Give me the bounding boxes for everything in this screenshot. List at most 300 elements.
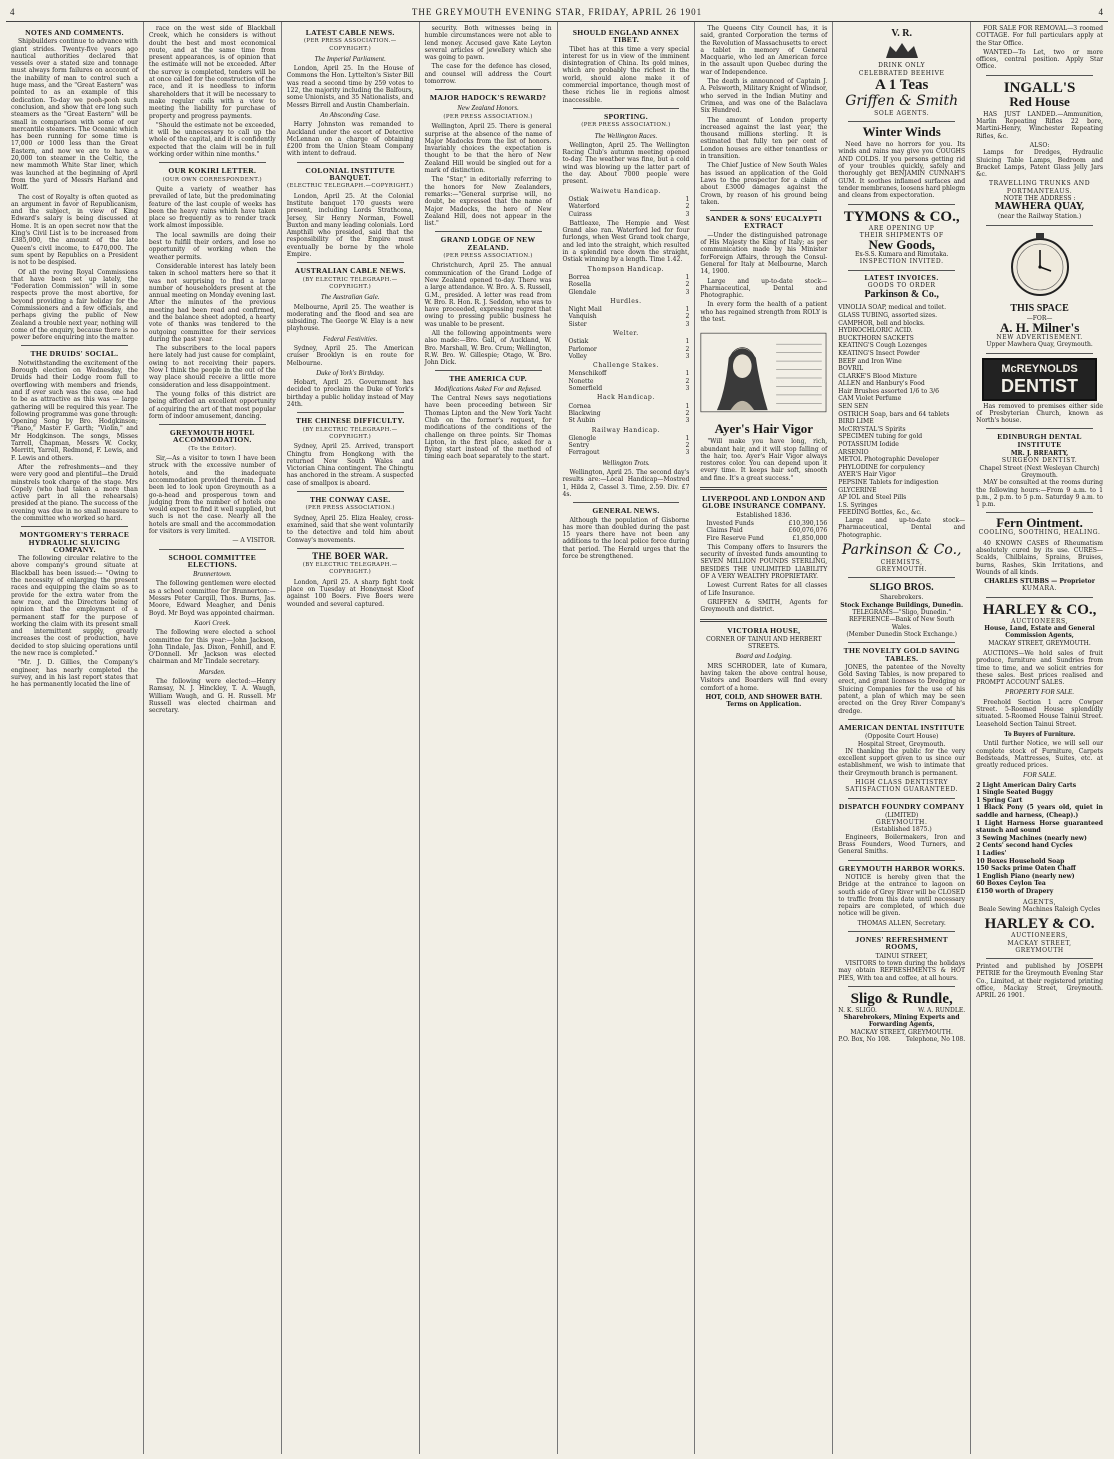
race-results (569, 338, 690, 360)
article-paragraph: The following circular relative to the above company's ground situate at Blackball has been issued:— "Owing to the necessity of enlarging the present races and equipping the claim so as to provide for the extra water from the new race, and the Directors being of opinion that the employment of a permanent staff for the purpose of working the claim with its present small and intermittent supply, greatly increases the cost of production, have decided to stop sluicing operations until the new race is completed." (11, 555, 138, 658)
advert-line: CHEMISTS, (880, 558, 923, 566)
source-line: (To the Editor). (188, 445, 237, 452)
stock-list-item: AYER'S Hair Vigor (838, 471, 896, 479)
divider (848, 986, 955, 987)
for-sale-item: 1 Black Pony (5 years old, quiet in saddle and harness, (Cheap).) (976, 804, 1103, 820)
stock-list-item: SPECIMEN tubing for gold (838, 433, 923, 441)
advert-line: Beale Sewing Machines Raleigh Cycles (978, 905, 1101, 913)
winter-winds-advert (838, 126, 965, 138)
article-paragraph: The following were elected a school committee for this year:—John Jackson, John Tindale, Jas. Dixon, Fenhill, and F. O'Donnell. Mr Jackson was elected chairman and Mr Tindale secretary. (148, 629, 276, 666)
stock-list-item: ALLEN and Hanbury's Food (838, 380, 925, 388)
advert-heading: VICTORIA HOUSE, (727, 625, 801, 635)
race-result-row: Glendale 3 (568, 288, 690, 296)
subheading: The Imperial Parliament. (314, 54, 386, 63)
subheading: The Australian Gale. (320, 293, 380, 302)
subheading: To Buyers of Furniture. (1004, 729, 1075, 738)
divider (848, 642, 955, 643)
classified-ad: FOR SALE FOR REMOVAL—3 roomed COTTAGE. For full particulars apply at the Star Office. (976, 25, 1103, 47)
race-result-row: Vanquish 2 (568, 313, 690, 321)
race-title: Challenge Stakes. (592, 362, 659, 370)
stock-list-item: AP IOL and Steel Pills (838, 494, 907, 502)
divider (848, 931, 955, 932)
race-result-row: Sister 3 (568, 320, 690, 328)
advert-line: (Established 1875.) (871, 826, 932, 834)
article-paragraph: Tibet has at this time a very special interest for us in view of the imminent disintegration of China. Its gold mines, which are probably the richest in the world, should alone make it of commercial importance, though most of these riches lie in regions almost inaccessible. (562, 45, 690, 104)
divider (848, 121, 955, 122)
advert-paragraph: VISITORS to town during the holidays may obtain REFRESHMENTS & HOT PIES, With tea and coffee, at all hours. (838, 959, 966, 982)
advert-paragraph: Engineers, Boilermakers, Iron and Brass Founders, Wood Turners, and General Smiths. (838, 833, 966, 856)
section-heading: GENERAL NEWS. (592, 506, 660, 516)
harley-title: HARLEY & CO., (982, 601, 1097, 618)
section-heading: SHOULD ENGLAND ANNEX TIBET. (572, 28, 680, 45)
column-1 (6, 22, 144, 1454)
advert-line: MACKAY STREET, GREYMOUTH. (850, 1028, 953, 1036)
advert-heading: JONES' REFRESHMENT ROOMS, (855, 935, 948, 952)
stock-list-item: BUCKTHORN SACKETS (838, 334, 914, 342)
advert-paragraph: NOTICE is hereby given that the Bridge at the entrance to lagoon on south side of Grey River will be CLOSED to traffic from this date until necessary repairs are completed, of which due notice will be given. (838, 873, 966, 918)
section-heading: THE BOER WAR. (312, 550, 389, 561)
divider (848, 270, 955, 271)
advert-paragraph: JONES, the patentee of the Novelty Gold Saving Tables, is now prepared to erect, and grant licenses to Dredging or Sluicing Companies for the use of his patent, a plan of which may be seen erected on the Grey River Company's dredge. (838, 663, 966, 715)
race-result-row: Blackwing 2 (568, 409, 690, 417)
stock-list-item: SEN SEN (838, 403, 869, 411)
subheading: Board and Lodging. (735, 652, 792, 661)
advert-line: SATISFACTION GUARANTEED. (845, 786, 959, 794)
ingalls-title: INGALL'S (1003, 79, 1076, 96)
for-sale-item: 1 English Piano (nearly new) (976, 872, 1075, 880)
divider (297, 548, 404, 549)
race-title: Railway Handicap. (591, 426, 661, 434)
divider (848, 719, 955, 720)
advert-line: SURGEON DENTIST. (1001, 457, 1078, 465)
parkinson-title: Parkinson & Co., (864, 289, 939, 301)
harley-auctioneers-title: HARLEY & CO. (984, 916, 1095, 933)
stock-list-item: McCRYSTAL'S Spirits (838, 425, 906, 433)
section-heading: MAJOR HADOCK'S REWARD? (429, 93, 547, 103)
article-paragraph: Harry Johnston was remanded to Auckland under the escort of Detective McLennan on a charge of obtaining £200 from the Union Steam Company with intent to defraud. (286, 121, 414, 158)
subheading: Marsden. (198, 667, 226, 676)
column-4 (420, 22, 558, 1454)
advert-line: TRAVELLING TRUNKS AND PORTMANTEAUS. (988, 180, 1091, 195)
stock-list-item: BIRD LIME (838, 418, 874, 426)
subheading: PROPERTY FOR SALE. (1005, 688, 1075, 697)
drink-only-line: DRINK ONLY (878, 62, 926, 70)
divider (435, 231, 542, 232)
advert-line: MACKAY STREET, (1007, 939, 1072, 947)
portrait-engraving-icon (700, 325, 827, 420)
advert-line: (Member Dunedin Stock Exchange.) (846, 630, 957, 638)
for-sale-item: 150 Sacks prime Oaten Chaff (976, 865, 1076, 873)
ingalls-advert (976, 80, 1103, 108)
advert-line: NEW ADVERTISEMENT. (996, 333, 1083, 341)
advert-line: GREYMOUTH. (876, 566, 928, 574)
fern-ointment-advert (976, 517, 1103, 536)
race-title: Hack Handicap. (596, 394, 655, 402)
article-paragraph: The Queens City Council has, it is said, granted Corporation the terms of the Revolution of Massachusetts to erect a tablet in memory of General Macquarie, who led an American force in the assault upon Quebec during the war of Independence. (700, 25, 828, 76)
article-paragraph: Considerable interest has lately been taken in school matters here so that it was not surprising to find a large number of householders present at the annual meeting on Monday evening last. After the minutes of the previous meeting had been read and confirmed, and the balance sheet adopted, a hearty vote of thanks was tendered to the outgoing committee for their services during the past year. (148, 262, 276, 343)
article-paragraph: The following were elected:—Henry Ramsay, N. J. Hinckley, T. A. Waugh, William Waugh, and G. H. Russell. Mr Russell was elected chairman and secretary. (148, 678, 276, 715)
advert-line: AUCTIONEERS, (1011, 617, 1068, 625)
stock-list-item: KEATING'S Cough Lozenges (838, 342, 927, 350)
advert-paragraph: In every form the health of a patient who has regained strength from ROLY is the test. (700, 301, 828, 323)
article-paragraph: The subscribers to the local papers here lately had just cause for complaint, owing to not receiving their papers. Now I think the people in the out of the way place should receive a little more consideration and less disappointment. (148, 345, 276, 389)
for-sale-item: 10 Boxes Household Soap (976, 857, 1065, 865)
sole-agents: SOLE AGENTS. (874, 109, 930, 117)
source-line: (BY ELECTRIC TELEGRAPH.—COPYRIGHT.) (302, 562, 398, 576)
crown-icon (882, 40, 922, 60)
divider (297, 412, 404, 413)
agent-firm: Griffen & Smith (845, 92, 959, 109)
hair-vigor-title: Ayer's Hair Vigor (714, 421, 814, 437)
tymons-title: TYMONS & CO., (843, 208, 960, 225)
advert-line: THEIR SHIPMENTS OF (859, 231, 944, 239)
stock-list-item: FEEDING Bottles, &c., &c. (838, 509, 922, 517)
sligo-bros-advert (838, 582, 965, 638)
page-number-left: 4 (10, 7, 16, 17)
source-line: (PER PRESS ASSOCIATION.) (443, 253, 533, 260)
article-paragraph: "Mr. J. D. Gillies, the Company's engineer, has nearly completed the survey, and in his last report states that he has permanently located the line of (11, 659, 138, 689)
race-result-row: Ferragout 3 (568, 449, 690, 457)
advert-paragraph: MAY be consulted at the rooms during the following hours:—From 9 a.m. to 1 p.m., 2 p.m. to 5 p.m. Saturday 9 a.m. to 1 p.m. (976, 479, 1103, 509)
sligo-rundle-advert (838, 991, 965, 1043)
advert-line: TELEGRAMS—"Sligo, Dunedin." (852, 609, 952, 617)
advert-paragraph: 40 KNOWN CASES of Rheumatism absolutely cured by its use. CURES—Scalds, Chilblains, Sprains, Bruises, burns, Rashes, Skin Irritations, and Wounds of all kinds. (976, 539, 1103, 576)
advert-paragraph: Until further Notice, we will sell our complete stock of Furniture, Carpets Bedsteads, Mattresses, Suites, etc. at greatly reduced prices. (976, 740, 1103, 770)
article-paragraph: The Central News says negotiations have been proceeding between Sir Thomas Lipton and the New York Yacht Club on the former's request, for modifications of the conditions of the challenge on three points. Sir Thomas Lipton, in the first place, asked for a flying start instead of the method of timing each boat separately to the start. (424, 395, 552, 461)
contact-line (838, 1036, 965, 1043)
advert-paragraph: Lowest Current Rates for all classes of Life Insurance. (700, 582, 828, 597)
advert-line: LATEST INVOICES. (864, 274, 939, 282)
established-line: Established 1836. (736, 511, 792, 519)
tymons-advert (838, 209, 965, 266)
article-paragraph: race on the west side of Blackball Creek, which he considers is without doubt the best and most economical route, and at the same time from present appearances, is of opinion that the estimate will not be exceeded. After the survey is completed, tenders will be at once called for the construction of the race, and it is needless to inform shareholders that it will be necessary to make regular calls with a view to meeting the liability for purchase of property and progress payments. (148, 25, 276, 120)
parkinson-advert (838, 275, 965, 302)
race-result-row: Nonette 2 (568, 377, 690, 385)
partner-name: W. A. RUNDLE. (918, 1006, 966, 1014)
section-heading: SPORTING. (603, 111, 648, 121)
subheading: Modifications Asked For and Refused. (434, 384, 542, 393)
for-sale-list (976, 782, 1103, 896)
divider (159, 424, 266, 425)
race-result-row: Menschikoff 1 (568, 370, 690, 378)
divider (848, 860, 955, 861)
divider (700, 487, 827, 490)
for-sale-item: 1 Ladies' (976, 850, 1007, 858)
winter-winds-title: Winter Winds (862, 124, 941, 140)
advert-heading: GREYMOUTH HARBOR WORKS. (838, 863, 965, 873)
masthead-title: THE GREYMOUTH EVENING STAR, FRIDAY, APRIL 26 1901 (411, 7, 703, 17)
tea-brand: A 1 Teas (875, 76, 929, 93)
article-paragraph: The amount of London property increased against the last year, the thousand millions sterling. It is estimated that fully ten per cent of London houses are either tenantless or in transition. (700, 116, 828, 161)
column-8 (971, 22, 1108, 1454)
race-result-row: Volley 3 (568, 352, 690, 360)
advert-address: CORNER OF TAINUI AND HERBERT STREETS. (706, 635, 822, 651)
stock-list-item: CAM Violet Perfume (838, 395, 902, 403)
advert-line: —FOR— (1026, 314, 1053, 322)
stock-list-item: GLASS TUBING, assorted sizes. (838, 311, 938, 319)
stock-list-item: ARSENIO (838, 448, 869, 456)
sligo-rundle-title: Sligo & Rundle, (850, 990, 953, 1007)
advert-paragraph: Lamps for Dredges, Hydraulic Sluicing Table Lamps, Bedroom and Bracket Lamps, Patent Glass Jelly Jars &c. (976, 149, 1103, 179)
stock-list-item: VINOLIA SOAP, medical and toilet. (838, 304, 947, 312)
for-sale-item: 60 Boxes Ceylon Tea (976, 880, 1046, 888)
tea-advert (838, 28, 965, 117)
divider (986, 75, 1093, 76)
stock-list-item: METOL Photographic Developer (838, 456, 939, 464)
for-sale-item: 3 Sewing Machines (nearly new) (976, 834, 1087, 842)
advert-heading: THE NOVELTY GOLD SAVING TABLES. (843, 646, 960, 663)
subheading: FOR SALE. (1023, 771, 1057, 780)
article-paragraph: "Should the estimate not be exceeded, it will be unnecessary to call up the whole of the capital, and it is confidently expected that the claim will be in full working order within nine months." (148, 121, 276, 159)
divider (700, 619, 827, 622)
divider (986, 597, 1093, 598)
article-paragraph: The young folks of this district are being afforded an excellent opportunity of acquiring the art of that most popular form of indoor amusement, dancing. (148, 390, 276, 420)
race-result-row: Sentry 2 (568, 442, 690, 450)
advert-heading: AMERICAN DENTAL INSTITUTE (838, 722, 965, 732)
divider (986, 225, 1093, 226)
signboard-trade: DENTIST (1001, 375, 1079, 396)
divider (710, 210, 817, 211)
insurance-row: Claims Paid £60,076,076 (706, 527, 828, 535)
insurance-row: Invested Funds £10,390,156 (706, 519, 828, 527)
race-result-row: Parlomor 2 (568, 345, 690, 353)
advert-paragraph: Has removed to premises either side of Presbyterian Church, known as North's house. (976, 402, 1103, 425)
section-heading: LATEST CABLE NEWS. (305, 28, 395, 37)
advert-line: GREYMOUTH. (875, 819, 928, 827)
source-line: (PER PRESS ASSOCIATION.—COPYRIGHT.) (303, 38, 397, 52)
divider (986, 512, 1093, 513)
section-heading: GRAND LODGE OF NEW ZEALAND. (440, 235, 536, 252)
advert-agents: GRIFFEN & SMITH, Agents for Greymouth and district. (700, 598, 828, 614)
milner-advert (976, 303, 1103, 349)
advert-line: MR. J. BREARTY, (1010, 450, 1069, 458)
clock-illustration (976, 230, 1103, 300)
subheading: The Wellington Races. (594, 131, 658, 140)
article-paragraph: The death is announced of Captain J. A. Pelsworth, Military Knight of Windsor, who served in the Indian Mutiny and Crimea, and was one of the Balaclava Six Hundred. (700, 78, 828, 115)
stock-list-item: CLARKE'S Blood Mixture (838, 372, 917, 380)
for-sale-item: 2 Cents' second hand Cycles (976, 842, 1073, 850)
advert-heading: LIVERPOOL AND LONDON AND GLOBE INSURANCE COMPANY. (702, 494, 826, 511)
advert-line: HIGH CLASS DENTISTRY (855, 778, 949, 786)
source-line: (PER PRESS ASSOCIATION.) (581, 122, 671, 129)
column-3 (282, 22, 420, 1454)
letter-paragraph: Sir,—As a visitor to town I have been struck with the excessive number of hotels, and the inadequate accommodation provided therein. I had been led to look upon Greymouth as a go-a-head and prosperous town and judging from the number of hotels one would expect to find it well supplied, but such is not the case. Nearly all the hotels are small and the accommodation for visitors is very limited. (148, 455, 276, 535)
article-paragraph: Of all the roving Royal Commissions that have been set up lately, the "Federation Commission" will in some respects prove the most abortive, for beyond providing a fair holiday for the Commissioners and a few officials, and perhaps giving the public of New Zealand a trouble next year, nothing will come of the enquiry, because there is no power before enquiring into the matter. (11, 268, 138, 342)
divider (848, 798, 955, 799)
race-result-row: Somerfield 3 (568, 385, 690, 393)
for-sale-item: 1 Spring Cart (976, 796, 1023, 804)
divider (21, 526, 128, 527)
woman-portrait-illustration (700, 325, 827, 420)
column-7 (833, 22, 971, 1454)
source-line: (PER PRESS ASSOCIATION.) (443, 113, 533, 120)
advert-line: Sharebrokers, Mining Experts and Forwarding Agents, (843, 1014, 960, 1029)
for-sale-item: 1 Light Harness Horse guaranteed staunch and sound (976, 819, 1103, 835)
article-paragraph: London, April 25. A sharp fight took place on Tuesday at Honeynest Kloof against 100 Boers. Five Boers were wounded and several captured. (286, 578, 414, 608)
advert-paragraph: Large and up-to-date stock—Pharmaceutical, Dental and Photographic. (838, 516, 966, 539)
stock-list-item: OSTRICH Soap, bars and 64 tablets (838, 410, 950, 418)
advert-line: Upper Mawhera Quay, Greymouth. (986, 341, 1093, 349)
subheading: New Zealand Honors. (457, 103, 519, 112)
article-paragraph: The local sawmills are doing their best to fulfill their orders, and lose no opportunity of working when the weather permits. (148, 231, 276, 261)
article-paragraph: Melbourne, April 25. The weather is moderating and the flood and sea are subsiding. The George W. Elay is a new playhouse. (286, 303, 414, 333)
race-title: Welter. (613, 329, 639, 337)
advert-line: Ex-S.S. Kumara and Rimutaka. (855, 251, 949, 259)
stock-list-item: Hair Brushes assorted 1/6 to 3/6 (838, 387, 940, 395)
race-result-row: Ostiak 1 (568, 338, 690, 346)
advert-paragraph: Freehold Section 1 acre Cowper Street. 5-Roomed House splendidly situated. 5-Roomed House Tainui Street. Leasehold Section Tainui Street. (976, 698, 1103, 728)
article-paragraph: Hobart, April 25. Government has decided to proclaim the Duke of York's birthday a public holiday instead of May 24th. (286, 379, 414, 409)
section-heading: THE AMERICA CUP. (449, 374, 527, 384)
printer-imprint: Printed and published by JOSEPH PETRIE for the Greymouth Evening Star Co., Limited, at their registered printing office, Mackay Street, Greymouth. APRIL 26 1901. (976, 963, 1103, 1000)
divider (986, 958, 1093, 959)
section-heading: OUR KOKIRI LETTER. (168, 166, 257, 176)
advert-line: INSPECTION INVITED. (859, 258, 944, 266)
red-house-title: Red House (1009, 93, 1070, 109)
stock-list-item: PEPSINE Tablets for indigestion (838, 479, 939, 486)
race-results (569, 403, 690, 425)
section-heading: COLONIAL INSTITUTE BANQUET. (305, 165, 395, 183)
race-results (569, 435, 690, 457)
advert-paragraph: —Under the distinguished patronage of His Majesty the King of Italy; as per communication made by his Minister forForeign Affairs, through the Consul-General for Italy at Melbourne, March 14, 1900. (700, 231, 828, 276)
stock-list (838, 304, 965, 517)
divider (573, 502, 680, 503)
vr-monogram: V. R. (891, 28, 913, 39)
article-paragraph: Wellington, April 25. The second day's results are:—Local Handicap—Mostred 1, Hilda 2, Cassel 3. Time, 2.59. Div. £7 4s. (562, 469, 690, 498)
race-result-row: Ostiak 1 (568, 195, 690, 203)
divider (159, 549, 266, 550)
race-result-row: Night Mail 1 (568, 306, 690, 314)
article-paragraph: London, April 25. At the Colonial Institute banquet 170 guests were present, including Lords Strathcona, Jersey, Sir Henry Norman, Fowell Buxton and many leading colonials. Lord Ampthill who presided, said that the responsibility of the Empire must eventually be borne by the whole Empire. (286, 192, 414, 259)
divider (848, 204, 955, 205)
parkinson-chemists-advert (838, 542, 965, 574)
column-6 (695, 22, 833, 1454)
advert-paragraph: Large and up-to-date stock—Pharmaceutical, Dental and Photographic. (700, 277, 828, 300)
telephone: Telephone, No 108. (905, 1036, 966, 1043)
for-sale-item: 2 Light American Dairy Carts (976, 781, 1077, 789)
for-sale-item: 1 Single Seated Buggy (976, 789, 1054, 797)
advert-line: REFERENCE—Bank of New South Wales. (848, 616, 955, 631)
po-box: P.O. Box, No 108. (838, 1036, 891, 1043)
advert-line: MAWHERA QUAY, (994, 202, 1085, 213)
sligo-bros-title: SLIGO BROS. (869, 582, 934, 594)
divider (297, 162, 404, 163)
section-heading: SCHOOL COMMITTEE ELECTIONS. (168, 552, 257, 569)
advert-line: Chapel Street (Next Wesleyan Church) Greymouth. (979, 464, 1100, 479)
advert-line: House, Land, Estate and General Commission Agents, (984, 625, 1095, 640)
partner-names (838, 1007, 965, 1014)
divider (848, 577, 955, 578)
for-sale-item: £150 worth of Drapery (976, 888, 1054, 896)
advert-heading: SANDER & SONS' EUCALYPTI EXTRACT (705, 214, 823, 231)
section-heading: AUSTRALIAN CABLE NEWS. (294, 266, 406, 276)
insurance-row: Fire Reserve Fund £1,850,000 (706, 534, 828, 542)
advert-footer: HOT, COLD, AND SHOWER BATH. Terms on Application. (705, 693, 823, 709)
advert-paragraph: MRS SCHRODER, late of Kumara, having taken the above central house, Visitors and Boarders will find every comfort of a home. (700, 662, 828, 692)
race-result-row: Cornea 1 (568, 402, 690, 410)
article-paragraph: The Chief Justice of New South Wales has issued an application of the Gold Laws to the prospector for a claim of about £3000 damages against the Crown, by reason of his ground being taken. (700, 162, 828, 206)
article-paragraph: Wellington, April 25. There is general surprise at the absence of the name of Major Madocks from the list of honors. Invariably choices the expectation is thought to be that the hero of New Zealand Hill would be singled out for a mark of distinction. (424, 123, 552, 175)
divider (297, 491, 404, 492)
article-paragraph: Sydney, April 25. The American cruiser Brooklyn is en route for Melbourne. (286, 344, 414, 367)
divider (986, 428, 1093, 429)
letter-signature: — A VISITOR. (232, 537, 276, 545)
article-paragraph: Sydney, April 25. Arrived, transport Chingtu from Hongkong with the returned New South Wales and Victorian China contingent. The Chingtu has anchored in the stream. A suspected case of smallpox is aboard. (286, 443, 414, 487)
advert-line: GREYMOUTH (1015, 946, 1064, 954)
advert-line: NOTE THE ADDRESS : (1003, 195, 1076, 203)
advert-line: MACKAY STREET, GREYMOUTH. (988, 639, 1091, 647)
masthead (6, 4, 1108, 22)
stock-list-item: KEATING'S Insect Powder (838, 349, 920, 357)
article-paragraph: Sydney, April 25. Eliza Healey, cross-examined, said that she went voluntarily to the detective and told him about Conway's movements. (286, 514, 414, 544)
advert-paragraph: HAS JUST LANDED.—Ammunition, Marlin Repeating Rifles 22 bore, Martini-Henry, Winchester Repeating Rifles, &c. (976, 110, 1103, 140)
divider (159, 162, 266, 163)
source-line: (BY ELECTRIC TELEGRAPH.—COPYRIGHT.) (302, 426, 398, 440)
subheading: An Absconding Case. (320, 110, 381, 119)
advert-paragraph: This Company offers to Insurers the security of invested funds amounting to SEVEN MILLION POUNDS STERLING, BESIDES THE UNLIMITED LIABILITY OF A VERY WEALTHY PROPRIETARY. (700, 543, 828, 581)
race-result-row: Waterford 2 (568, 203, 690, 211)
this-space: THIS SPACE (1010, 302, 1069, 314)
article-paragraph: Battleaxe, The Hempie and West Grand also ran. Waterford led for four furlongs, when West Grand took charge, and led into the straight, which resulted in a splendid race down the straight, Ostiak winning by a length. Time 1.42. (562, 219, 690, 264)
advert-paragraph: "Will make you have long, rich, abundant hair, and it will stop falling of the hair, too. Ayer's Hair Vigor always restores color. You can depend upon it every time. It keeps hair soft, smooth and fine. It's a great success." (700, 438, 828, 482)
race-title: Thompson Handicap. (587, 265, 665, 273)
article-paragraph: Wellington, April 25. The Wellington Racing Club's autumn meeting opened to-day. The weather was fine, but a cold wind was blowing up the latter part of the day. About 7000 people were present. (562, 141, 690, 186)
article-paragraph: security. Both witnesses being in humble circumstances were not able to lend money. Accused gave Kate Leyton several articles of jewellery which she was going to pawn. (424, 25, 552, 62)
article-paragraph: London, April 25. In the House of Commons the Hon. Lyttelton's Sister Bill was read a second time by 259 votes to 122, the majority including the Balfours, some Unionists, and 35 Nationalists, and Messrs Birrell and Austin Chamberlain. (286, 65, 414, 109)
subheading: Federal Festivities. (322, 334, 378, 343)
harley-auctioneers-advert (976, 916, 1103, 954)
advert-line: (LIMITED) (885, 811, 919, 819)
race-result-row: Cuirass 3 (568, 210, 690, 218)
divider (297, 262, 404, 263)
source-line: (OUR OWN CORRESPONDENT.) (162, 176, 263, 183)
stock-list-item: I.S. Syringes (838, 501, 878, 509)
advert-line: ALSO: (1029, 141, 1050, 149)
insurance-figures (706, 520, 827, 542)
race-result-row: St Aubin 3 (568, 417, 690, 425)
milner-title: A. H. Milner's (999, 319, 1080, 335)
parkinson-script-title: Parkinson & Co., (841, 541, 962, 558)
article-paragraph: Shipbuilders continue to advance with giant strides. Twenty-five years ago nautical authorities declared that vessels over a stated size and tonnage must always form failures on account of the inability of man to control such a huge mass, and the "Great Eastern" was pointed to as an example of this dedication. To-day we pooh-pooh such conclusion, and show that ere long such steamers as the "Great Eastern" will be small in comparison with some of our mercantile steamers. The Oceanic which has been running for some time is 17,000 or 1000 less than the Great Eastern, and now we are to have a 20,000 ton steamer in the Celtic, the new mammoth White Star liner, which was launched at the beginning of April from the yard of Messrs Harland and Wolff. (11, 38, 138, 192)
race-results (569, 370, 690, 392)
source-line: (PER PRESS ASSOCIATION.) (305, 505, 395, 512)
advert-heading: EDINBURGH DENTAL INSTITUTE (997, 432, 1082, 449)
article-paragraph: After the refreshments—and they were very good and plentiful—the Druid minstrels took charge of the stage. Mrs Copely (who had taken a more than active part in all the rehearsals) presided at the piano. The success of the evening was due in no small measure to the committee who worked so hard. (11, 463, 138, 522)
advert-line: Sharebrokers. (880, 594, 924, 602)
advert-paragraph: IN thanking the public for the very excellent support given to us since our establishment, we wish to intimate that their Greymouth branch is permanent. (838, 747, 966, 777)
advert-line: THOMAS ALLEN, Secretary. (857, 919, 946, 927)
stock-list-item: PHYLODINE for corpulency (838, 463, 925, 471)
race-result-row: Borrea 1 (568, 273, 690, 281)
hair-vigor-advert (700, 423, 827, 435)
article-paragraph: Christchurch, April 25. The annual communication of the Grand Lodge of New Zealand opened to-day. There was a large attendance. W. Bro. A. S. Russell, G.M., presided. A letter was read from W. Bro. R. Hon. R. J. Seddon, who was to have proceeded, expressing regret that owing to pressing public business he was unable to be present. (424, 262, 552, 328)
partner-name: N. K. SLIGO. (838, 1006, 877, 1014)
section-heading: NOTES AND COMMENTS. (25, 28, 124, 37)
clock-icon (1005, 230, 1075, 300)
subheading: Brunnertown. (192, 570, 232, 579)
advert-line: TAINUI STREET, (875, 952, 928, 960)
advert-heading: DISPATCH FOUNDRY COMPANY (838, 801, 965, 811)
stock-list-item: HYDROCHLORIC ACID. (838, 327, 913, 335)
advert-line: CHARLES STUBBS — Proprietor (984, 578, 1095, 586)
divider (435, 89, 542, 90)
subheading: Kaori Creek. (194, 618, 231, 627)
stock-list-item: BOVRIL (838, 365, 864, 373)
advert-line: AGENTS, (1022, 898, 1057, 906)
dentist-signboard (982, 358, 1097, 401)
harley-advert (976, 602, 1103, 647)
stock-list-item: POTASSIUM Iodide (838, 441, 899, 449)
